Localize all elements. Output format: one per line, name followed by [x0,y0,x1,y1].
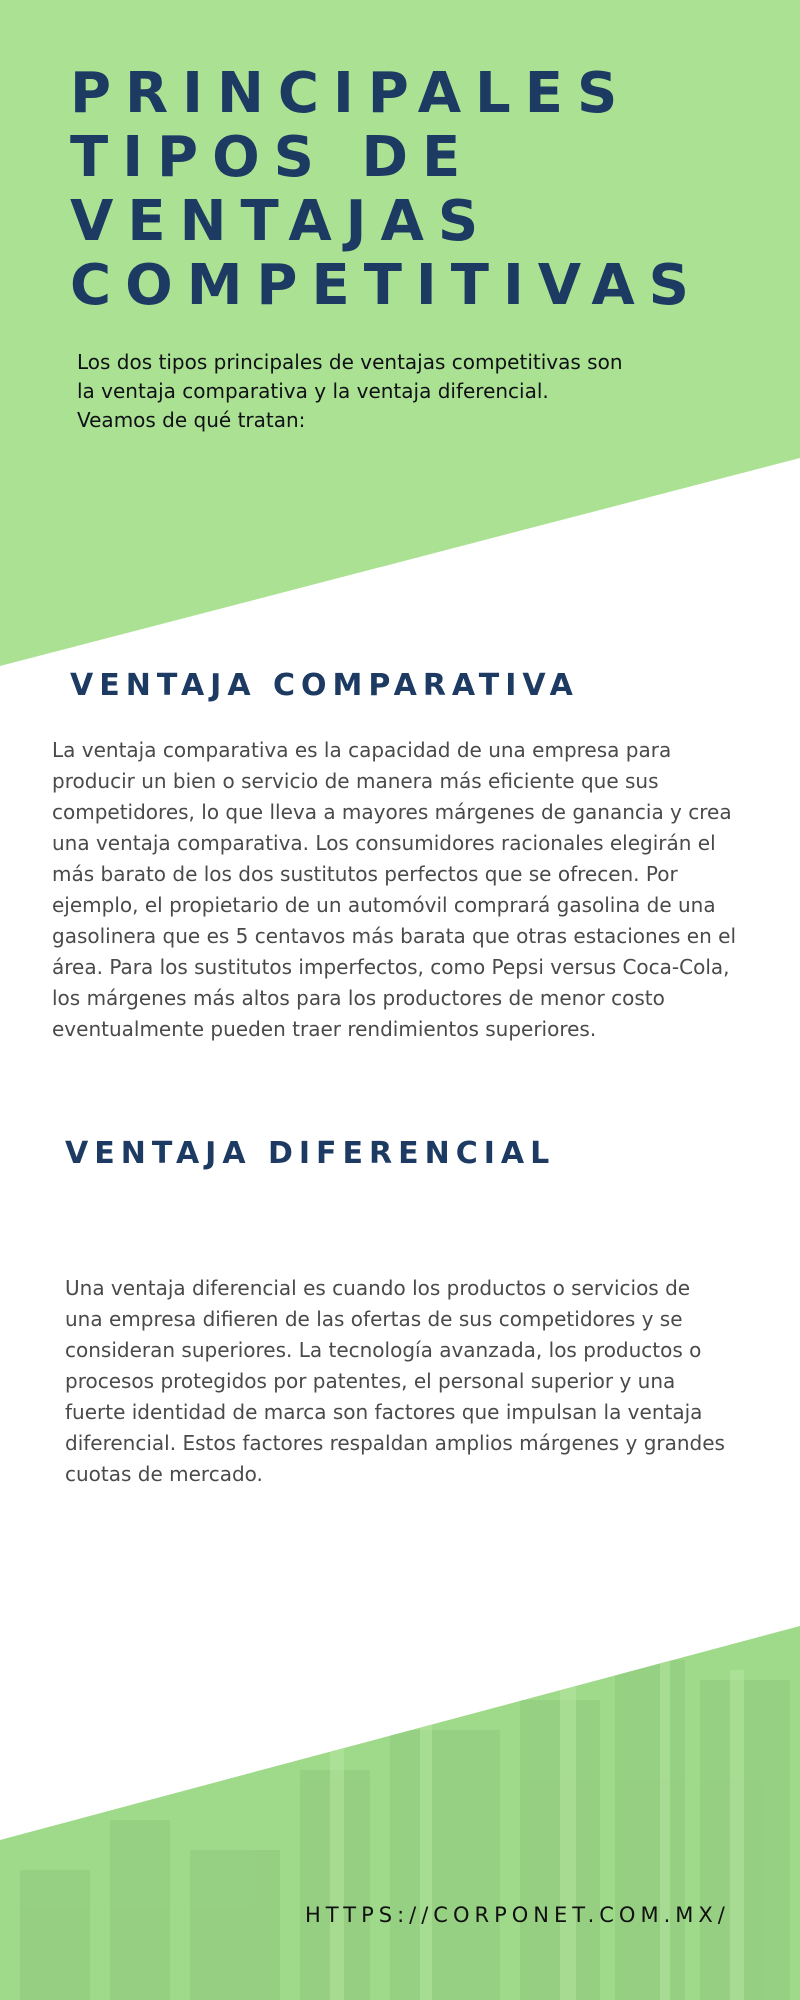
title-line: PRINCIPALES [70,61,632,126]
footer-url-link[interactable]: HTTPS://CORPONET.COM.MX/ [305,1903,730,1927]
intro-line: Veamos de qué tratan: [77,408,306,432]
title-line: VENTAJAS [70,189,493,254]
title-line: COMPETITIVAS [70,253,704,318]
intro-line: la ventaja comparativa y la ventaja diferencial. [77,379,549,403]
section-body-diferencial: Una ventaja diferencial es cuando los productos o servicios de una empresa difieren de las ofertas de sus competidores y se consideran superiores. La tecnología avanzada, los productos o procesos protegidos por patentes, el personal superior y una fuerte identidad de marca son factores que impulsan la ventaja diferencial. Estos factores respaldan amplios márgenes y grandes cuotas de mercado. [65,1276,725,1486]
intro-line: Los dos tipos principales de ventajas competitivas son [77,350,623,374]
title-line: TIPOS DE [70,125,475,190]
intro-paragraph [77,348,717,435]
section-body-comparativa: La ventaja comparativa es la capacidad de una empresa para producir un bien o servicio de manera más eficiente que sus competidores, lo que lleva a mayores márgenes de ganancia y crea una ventaja comparativa. Los consumidores racionales elegirán el más barato de los dos sustitutos perfectos que se ofrecen. Por ejemplo, el propietario de un automóvil comprará gasolina de una gasolinera que es 5 centavos más barata que otras estaciones en el área. Para los sustitutos imperfectos, como Pepsi versus Coca-Cola, los márgenes más altos para los productores de menor costo eventualmente pueden traer rendimientos superiores. [52,738,736,1041]
section-heading-diferencial: VENTAJA DIFERENCIAL [65,1136,556,1171]
page-title [70,62,770,318]
bottom-cityscape-band [0,1620,800,2000]
section-heading-comparativa: VENTAJA COMPARATIVA [70,668,579,703]
